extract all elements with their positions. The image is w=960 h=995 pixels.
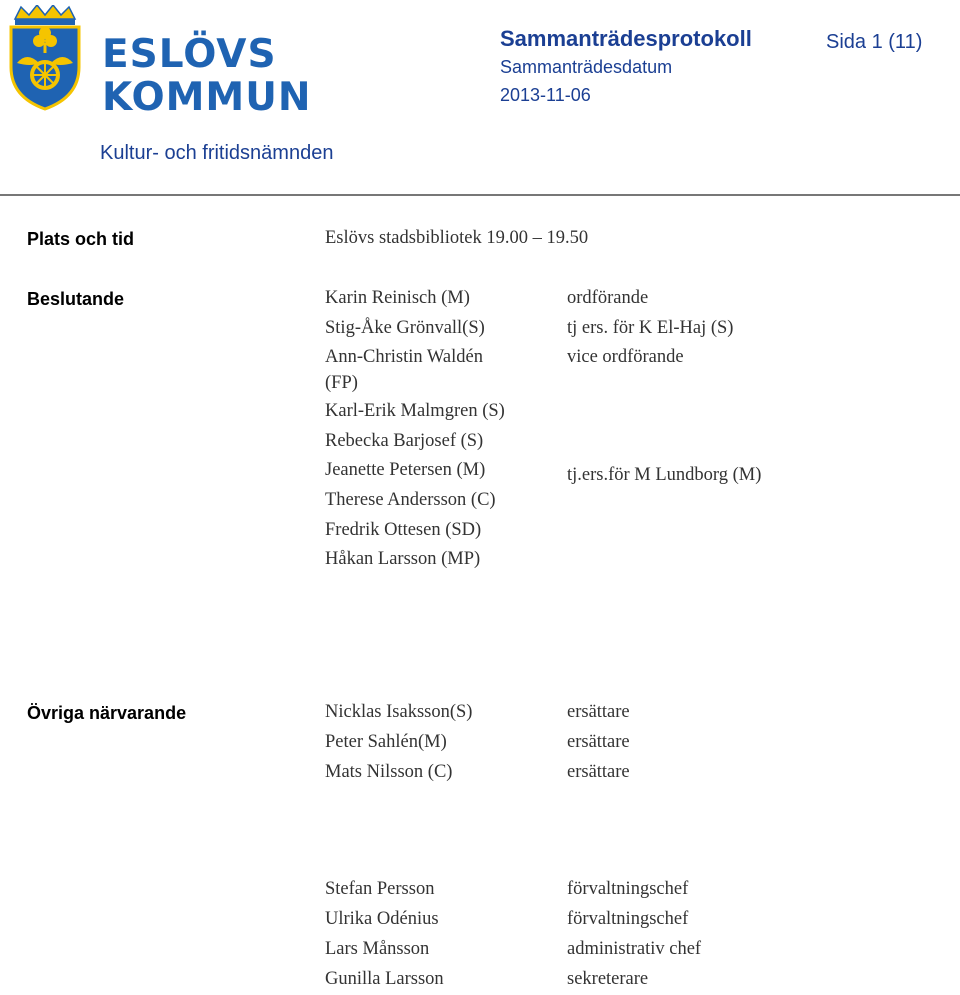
member-row xyxy=(325,758,945,788)
member-name: Håkan Larsson (MP) xyxy=(325,549,481,569)
meeting-date-label: Sammanträdesdatum xyxy=(500,57,673,77)
committee-name: Kultur- och fritidsnämnden xyxy=(100,142,334,164)
member-role: tj ers. för K El-Haj (S) xyxy=(567,317,734,338)
member-name: Nicklas Isaksson(S) xyxy=(325,702,473,722)
plats-och-tid-label: Plats och tid xyxy=(27,229,135,249)
logo-text-eslovs: ESLÖVS xyxy=(102,32,277,77)
member-name: Karl-Erik Malmgren (S) xyxy=(325,401,505,421)
member-name: Ann-Christin Waldén xyxy=(325,347,483,367)
member-name: Rebecka Barjosef (S) xyxy=(325,430,484,451)
member-row xyxy=(325,369,945,397)
member-name: Jeanette Petersen (M) xyxy=(325,460,486,480)
member-row xyxy=(325,545,945,575)
member-name: Peter Sahlén(M) xyxy=(325,732,447,752)
plats-och-tid-value: Eslövs stadsbibliotek 19.00 – 19.50 xyxy=(325,228,589,248)
member-row xyxy=(325,728,945,758)
logo-text-kommun: KOMMUN xyxy=(102,75,312,120)
staff-role: administrativ chef xyxy=(567,939,702,959)
staff-row xyxy=(325,905,945,935)
member-row xyxy=(325,456,945,486)
meeting-date-value: 2013-11-06 xyxy=(500,85,591,105)
staff-list xyxy=(325,875,945,995)
staff-name: Ulrika Odénius xyxy=(325,909,439,929)
member-name: Therese Andersson (C) xyxy=(325,490,496,510)
staff-name: Lars Månsson xyxy=(325,939,430,959)
ovriga-list xyxy=(325,698,945,788)
member-name: Stig-Åke Grönvall(S) xyxy=(325,317,485,338)
member-name: Fredrik Ottesen (SD) xyxy=(325,519,482,540)
eslov-coat-of-arms-icon xyxy=(5,5,85,113)
member-row xyxy=(325,343,945,369)
member-role: ersättare xyxy=(567,702,630,722)
staff-name: Stefan Persson xyxy=(325,879,435,899)
header-divider xyxy=(0,194,960,196)
member-row xyxy=(325,314,945,344)
page-number: Sida 1 (11) xyxy=(826,31,923,53)
member-role: ersättare xyxy=(567,732,630,752)
ovriga-narvarande-label: Övriga närvarande xyxy=(27,703,187,723)
member-row xyxy=(325,427,945,457)
beslutande-label: Beslutande xyxy=(27,289,125,309)
member-name: (FP) xyxy=(325,373,358,393)
member-row xyxy=(325,516,945,546)
member-row xyxy=(325,397,945,427)
member-role: ersättare xyxy=(567,762,630,782)
member-row xyxy=(325,698,945,728)
member-row xyxy=(325,284,945,314)
document-title: Sammanträdesprotokoll xyxy=(500,26,752,51)
staff-row xyxy=(325,965,945,995)
staff-name: Gunilla Larsson xyxy=(325,969,444,989)
staff-row xyxy=(325,935,945,965)
staff-row xyxy=(325,875,945,905)
municipality-logo xyxy=(5,5,312,120)
member-name: Karin Reinisch (M) xyxy=(325,288,470,308)
member-role: tj.ers.för M Lundborg (M) xyxy=(567,465,762,485)
beslutande-list xyxy=(325,284,945,575)
staff-role: förvaltningschef xyxy=(567,879,689,899)
member-role: vice ordförande xyxy=(567,347,684,367)
staff-role: förvaltningschef xyxy=(567,909,689,929)
staff-role: sekreterare xyxy=(567,969,649,989)
member-name: Mats Nilsson (C) xyxy=(325,762,453,782)
member-role: ordförande xyxy=(567,288,649,308)
